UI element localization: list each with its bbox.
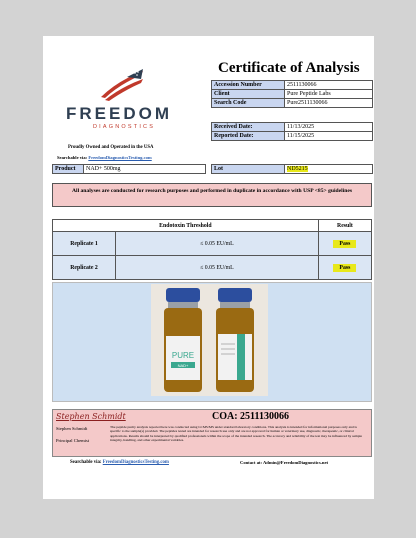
date-key: Received Date: (212, 123, 285, 132)
research-notice: All analyses are conducted for research purposes and performed in duplicate in accordance with USP <85> guidelines (52, 183, 372, 207)
table-row (53, 165, 206, 174)
accession-table (211, 80, 373, 108)
coa-number: COA: 2511130066 (212, 411, 289, 422)
product-table (52, 164, 206, 174)
vial-brand: PURE (171, 351, 195, 360)
result-cell (318, 232, 371, 256)
lot-value-cell (285, 165, 373, 174)
table-row (212, 99, 373, 108)
info-value: Pure2511130066 (285, 99, 373, 108)
footer-searchable-link[interactable]: FreedomDiagnosticsTesting.com (102, 460, 169, 465)
result-cell (318, 256, 371, 280)
footer-searchable-label: Searchable via: (70, 460, 102, 465)
searchable-link[interactable]: FreedomDiagnosticsTesting.com (88, 155, 152, 160)
vial-illustration (151, 284, 268, 396)
lot-value: ND5215 (287, 166, 308, 172)
table-row (212, 123, 373, 132)
results-table (52, 219, 372, 280)
page-title: Certificate of Analysis (218, 60, 360, 76)
signer-role: Principal Chemist (56, 438, 90, 443)
brand-name: FREEDOM (66, 104, 172, 123)
table-row (212, 90, 373, 99)
pass-badge: Pass (333, 264, 356, 272)
threshold-value: ≤ 0.05 EU/mL (116, 232, 319, 256)
searchable-label: Searchable via: (57, 155, 88, 160)
replicate-label: Replicate 1 (53, 232, 116, 256)
info-value: 2511130066 (285, 81, 373, 90)
pass-badge: Pass (333, 240, 356, 248)
table-row (53, 232, 372, 256)
tagline: Proudly Owned and Operated in the USA (68, 145, 154, 150)
product-value: NAD+ 500mg (84, 165, 206, 174)
brand-subtitle: DIAGNOSTICS (93, 124, 156, 130)
table-row (53, 256, 372, 280)
header-result: Result (318, 220, 371, 232)
table-row (212, 165, 373, 174)
replicate-label: Replicate 2 (53, 256, 116, 280)
disclaimer: The peptide purity analysis reported here was conducted using LCMS/MS under standard laboratory conditions. This analysis is intended for informational purposes only and is specific to the sample(s) provided. The peptides tested are intended for research use only and are not approved for human or veterinary use, diagnostic, therapeutic, or clinical applications. Results should be interpreted by qualified professionals within the scope of the intended research. The accuracy and reliability of the test may be influenced by sample integrity, handling, and other experimental variables. (110, 425, 363, 443)
lot-table (211, 164, 373, 174)
contact-email[interactable]: Contact at: Admin@FreedomDiagnostics.net (240, 460, 329, 465)
product-photo (151, 284, 268, 396)
info-key: Search Code (212, 99, 285, 108)
header-threshold: Endotoxin Threshold (53, 220, 319, 232)
footer-searchable-line (70, 460, 169, 465)
threshold-value: ≤ 0.05 EU/mL (116, 256, 319, 280)
searchable-line (57, 155, 152, 160)
flag-logo-icon (97, 67, 147, 101)
date-key: Reported Date: (212, 132, 285, 141)
date-value: 11/13/2025 (285, 123, 373, 132)
vial-product: NAD+ (177, 363, 189, 368)
date-value: 11/15/2025 (285, 132, 373, 141)
product-key: Product (53, 165, 84, 174)
info-key: Client (212, 90, 285, 99)
table-row (212, 81, 373, 90)
signer-name: Stephen Schmidt (56, 426, 88, 431)
table-header-row (53, 220, 372, 232)
table-row (212, 132, 373, 141)
lot-key: Lot (212, 165, 285, 174)
dates-table (211, 122, 373, 141)
info-key: Accession Number (212, 81, 285, 90)
info-value: Pure Peptide Labs (285, 90, 373, 99)
signature: Stephen Schmidt (56, 412, 126, 421)
